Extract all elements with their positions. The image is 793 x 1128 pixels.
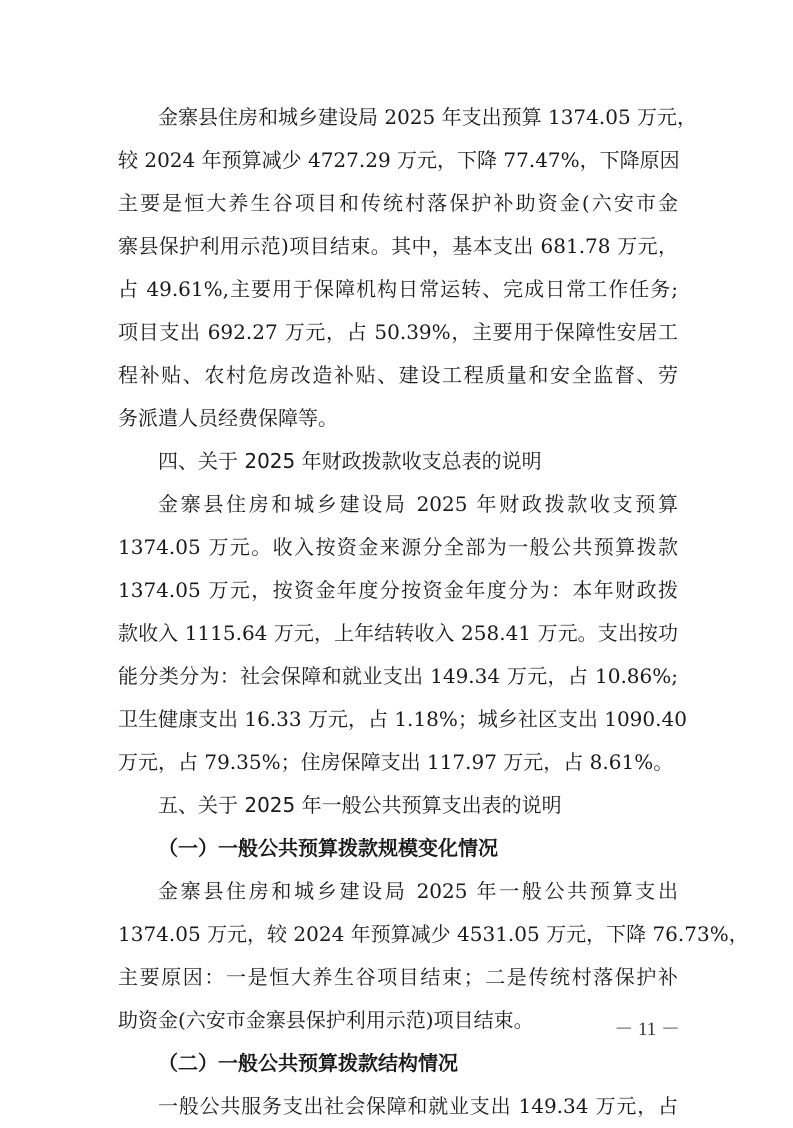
- subheading-structure: （二）一般公共预算拨款结构情况: [158, 1051, 458, 1075]
- text-line: 程补贴、农村危房改造补贴、建设工程质量和安全监督、劳: [118, 363, 678, 387]
- text-line: 1374.05 万元，较 2024 年预算减少 4531.05 万元，下降 76.73%，: [118, 922, 749, 946]
- text-line: 一般公共服务支出社会保障和就业支出 149.34 万元，占: [158, 1094, 678, 1118]
- section-heading-5: 五、关于 2025 年一般公共预算支出表的说明: [158, 793, 562, 817]
- text-line: 1374.05 万元，按资金年度分按资金年度分为：本年财政拨: [118, 578, 678, 602]
- text-line: 能分类分为：社会保障和就业支出 149.34 万元，占 10.86%;: [118, 664, 678, 688]
- text-line: 金寨县住房和城乡建设局 2025 年一般公共预算支出: [158, 879, 678, 903]
- text-line: 占 49.61%,主要用于保障机构日常运转、完成日常工作任务;: [118, 277, 678, 301]
- text-line: 1374.05 万元。收入按资金来源分全部为一般公共预算拨款: [118, 535, 678, 559]
- text-line: 卫生健康支出 16.33 万元，占 1.18%；城乡社区支出 1090.40: [118, 707, 687, 731]
- section-heading-4: 四、关于 2025 年财政拨款收支总表的说明: [158, 449, 542, 473]
- text-line: 务派遣人员经费保障等。: [118, 406, 338, 430]
- paragraph-expenditure-budget: [118, 96, 698, 440]
- text-line: 款收入 1115.64 万元，上年结转收入 258.41 万元。支出按功: [118, 621, 678, 645]
- text-line: 寨县保护利用示范)项目结束。其中，基本支出 681.78 万元，: [118, 234, 678, 258]
- text-line: 金寨县住房和城乡建设局 2025 年财政拨款收支预算: [158, 492, 678, 516]
- text-line: 万元，占 79.35%；住房保障支出 117.97 万元，占 8.61%。: [118, 750, 674, 774]
- paragraph-scale-change: [118, 870, 749, 1042]
- document-body: [118, 96, 749, 1128]
- paragraph-structure: [118, 1085, 678, 1128]
- text-line: 较 2024 年预算减少 4727.29 万元，下降 77.47%，下降原因: [118, 148, 680, 172]
- text-line: 主要是恒大养生谷项目和传统村落保护补助资金(六安市金: [118, 191, 678, 215]
- text-line: 项目支出 692.27 万元，占 50.39%，主要用于保障性安居工: [118, 320, 678, 344]
- paragraph-fiscal-summary: [118, 483, 687, 784]
- subheading-scale-change: （一）一般公共预算拨款规模变化情况: [158, 836, 498, 860]
- page-number: － 11 －: [614, 1019, 680, 1040]
- text-line: 助资金(六安市金寨县保护利用示范)项目结束。: [118, 1008, 534, 1032]
- text-line: 主要原因：一是恒大养生谷项目结束；二是传统村落保护补: [118, 965, 678, 989]
- text-line: 金寨县住房和城乡建设局 2025 年支出预算 1374.05 万元，: [158, 105, 698, 129]
